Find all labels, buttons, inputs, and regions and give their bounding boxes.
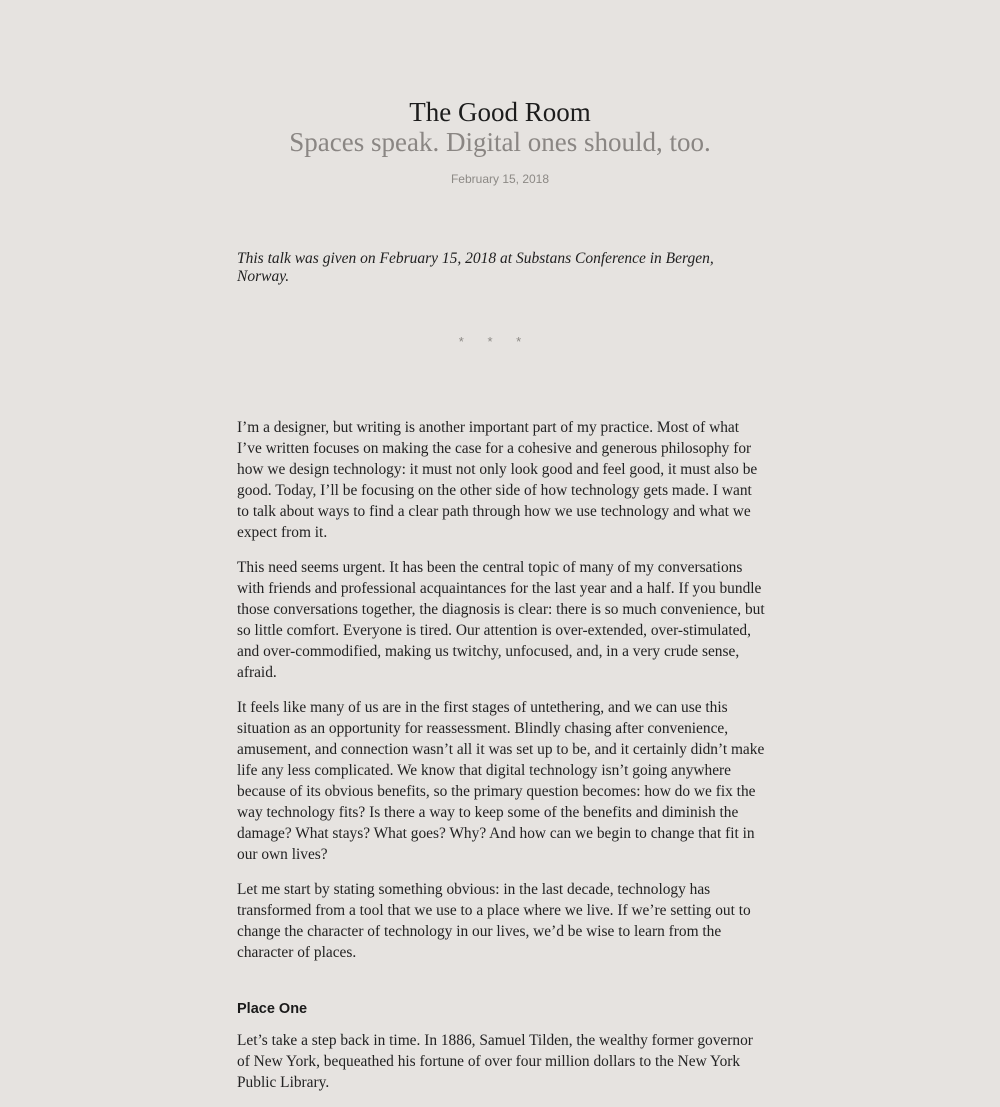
publish-date: February 15, 2018: [450, 172, 550, 186]
section-divider: * * *: [458, 334, 532, 349]
paragraph: Let me start by stating something obvious: in the last decade, technology has transformed from a tool that we use to a place where we live. If we’re setting out to change the character of technology in our lives, we’d be wise to learn from the character of places.: [237, 881, 751, 961]
article-header: [0, 96, 1000, 186]
paragraph: Let’s take a step back in time. In 1886, Samuel Tilden, the wealthy former governor of New York, bequeathed his fortune of over four million dollars to the New York Public Library.: [237, 1032, 753, 1091]
paragraph: This need seems urgent. It has been the central topic of many of my conversations with friends and professional acquaintances for the last year and a half. If you bundle those conversations together, the diagnosis is clear: there is so much convenience, but so little comfort. Everyone is tired. Our attention is over-extended, over-stimulated, and over-commodified, making us twitchy, unfocused, and, in a very crude sense, afraid.: [237, 559, 765, 681]
intro-note: This talk was given on February 15, 2018 at Substans Conference in Bergen, Norway.: [237, 250, 714, 285]
article-body: [237, 417, 767, 1107]
section-heading: Place One: [237, 1001, 308, 1017]
page-title: The Good Room: [409, 97, 591, 127]
paragraph: It feels like many of us are in the first stages of untethering, and we can use this situation as an opportunity for reassessment. Blindly chasing after convenience, amusement, and connection wasn’t all it was set up to be, and it certainly didn’t make life any less complicated. We know that digital technology isn’t going anywhere because of its obvious benefits, so the primary question becomes: how do we fix the way technology fits? Is there a way to keep some of the benefits and diminish the damage? What stays? What goes? Why? And how can we begin to change that fit in our own lives?: [237, 699, 765, 863]
paragraph: I’m a designer, but writing is another important part of my practice. Most of what I’ve written focuses on making the case for a cohesive and generous philosophy for how we design technology: it must not only look good and feel good, it must also be good. Today, I’ll be focusing on the other side of how technology gets made. I want to talk about ways to find a clear path through how we use technology and what we expect from it.: [237, 419, 758, 541]
page-subtitle: Spaces speak. Digital ones should, too.: [289, 127, 711, 157]
